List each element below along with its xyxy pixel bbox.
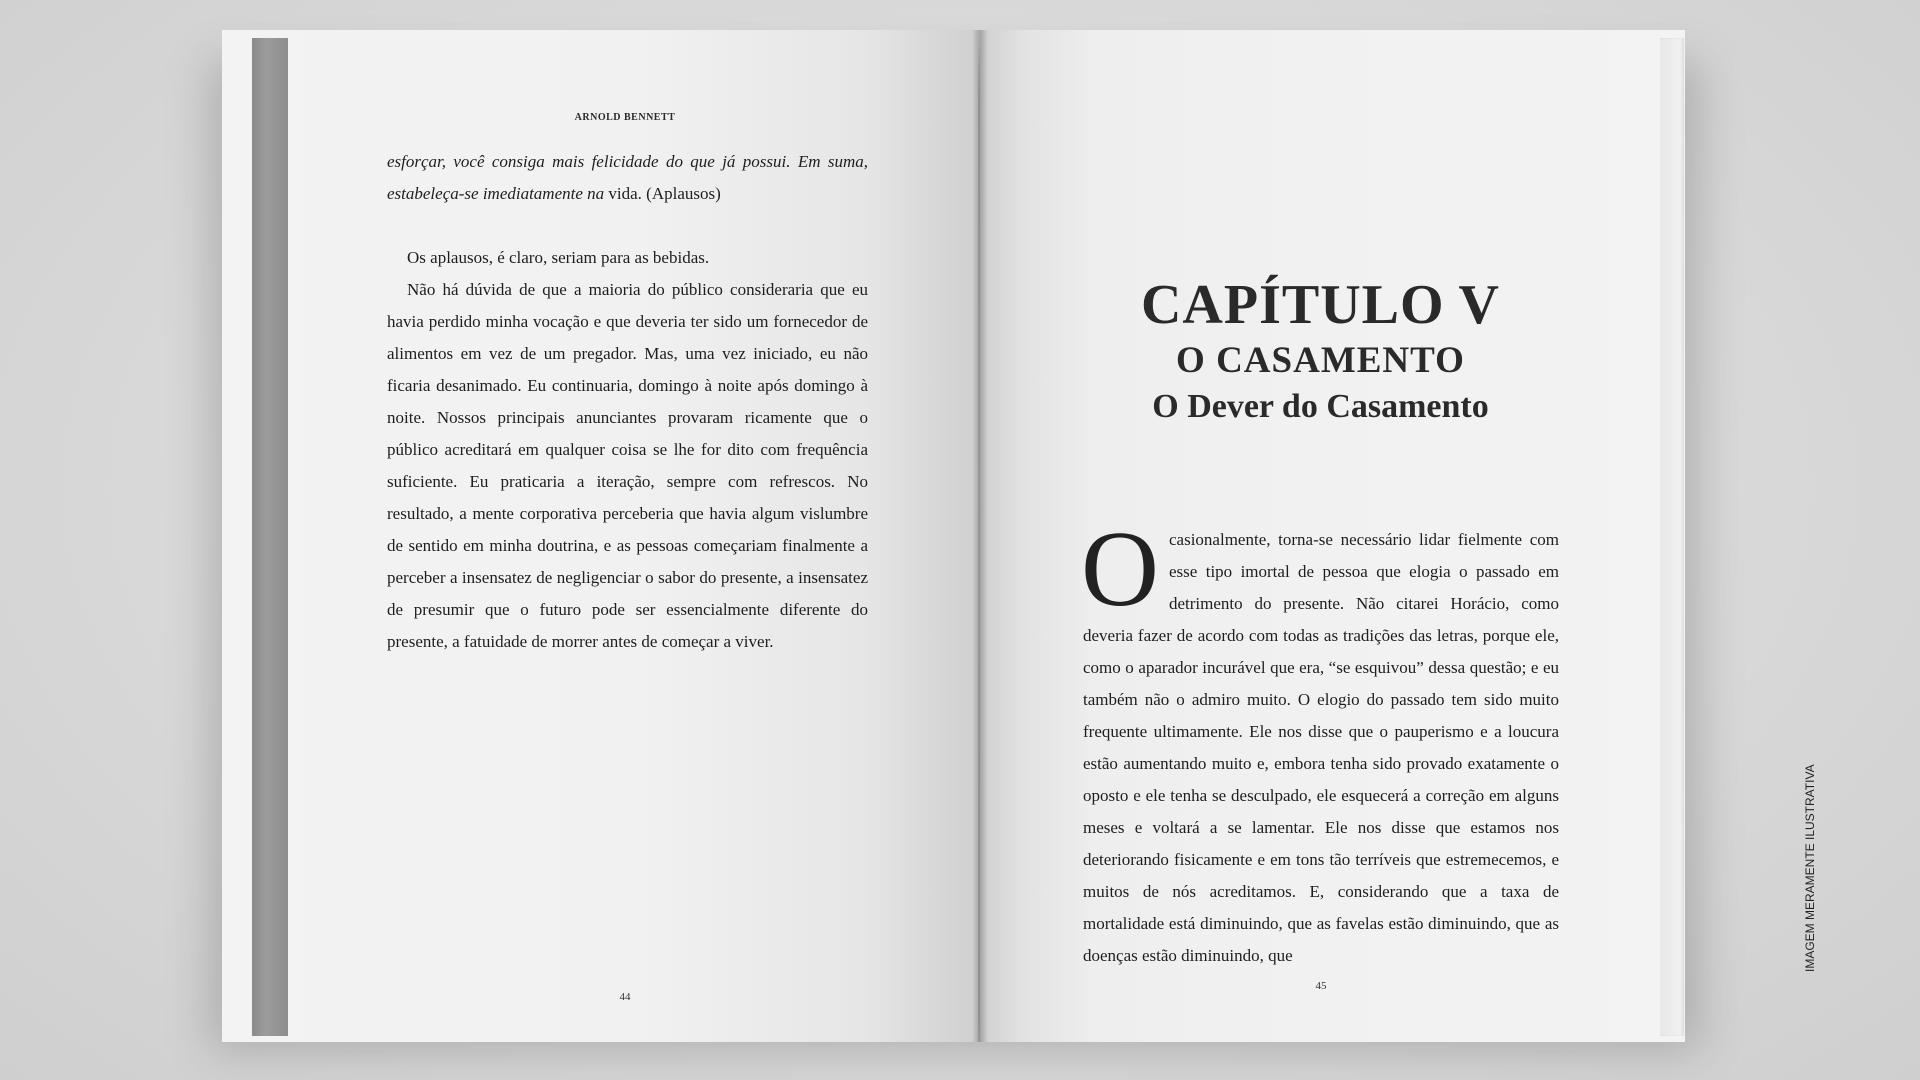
paragraph-spacer xyxy=(387,210,868,242)
left-page-text xyxy=(387,146,868,658)
chapter-section-title: O Dever do Casamento xyxy=(1152,388,1489,425)
chapter-heading xyxy=(1083,272,1558,430)
chapter-subtitle: O CASAMENTO xyxy=(1176,340,1465,381)
chapter-title: CAPÍTULO V xyxy=(1140,274,1500,336)
left-paragraph-1-plain: vida. (Aplausos) xyxy=(604,184,721,203)
left-paragraph-3: Não há dúvida de que a maioria do público consideraria que eu havia perdido minha vocação e que deveria ter sido um fornecedor de alimentos em vez de um pregador. Mas, uma vez iniciado, eu não ficaria desanimado. Eu continuaria, domingo à noite após domingo à noite. Nossos principais anunciantes provaram ricamente que o público acreditará em qualquer coisa se lhe for dito com frequência suficiente. Eu praticaria a iteração, sempre com refrescos. No resultado, a mente corporativa perceberia que havia algum vislumbre de sentido em minha doutrina, e as pessoas começariam finalmente a perceber a insensatez de negligenciar o sabor do presente, a insensatez de presumir que o futuro pode ser essencialmente diferente do presente, a fatuidade de morrer antes de começar a viver. xyxy=(387,280,868,651)
running-head: ARNOLD BENNETT xyxy=(574,112,676,123)
right-paragraph xyxy=(1081,510,1559,972)
right-page-text xyxy=(1081,510,1559,972)
illustrative-image-note: IMAGEM MERAMENTE ILUSTRATIVA xyxy=(1803,764,1817,972)
right-page-number: 45 xyxy=(1315,980,1327,992)
drop-cap: O xyxy=(1081,510,1159,629)
left-paragraph-1-italic: esforçar, você consiga mais felicidade do que já possui. Em suma, estabeleça-se imediatamente na xyxy=(387,152,868,203)
right-page-edges xyxy=(1660,38,1684,1036)
right-paragraph-body: casionalmente, torna-se necessário lidar fielmente com esse tipo imortal de pessoa que elogia o passado em detrimento do presente. Não citarei Horácio, como deveria fazer de acordo com todas as tradições das letras, porque ele, como o aparador incurável que era, “se esquivou” dessa questão; e eu também não o admiro muito. O elogio do passado tem sido muito frequente ultimamente. Ele nos disse que o pauperismo e a loucura estão aumentando muito e, embora tenha sido provado exatamente o oposto e ele tenha se desculpado, ele esquecerá a correção em alguns meses e voltará a se lamentar. Ele nos disse que estamos nos deteriorando fisicamente e em tons tão terríveis que estremecemos, e muitos de nós acreditamos. E, considerando que a taxa de mortalidade está diminuindo, que as favelas estão diminuindo, que as doenças estão diminuindo, que xyxy=(1083,530,1559,965)
left-paragraph-1 xyxy=(387,146,868,210)
left-paragraph-2: Os aplausos, é claro, seriam para as bebidas. xyxy=(407,248,710,267)
left-page-number: 44 xyxy=(619,991,631,1003)
book-gutter xyxy=(972,30,988,1042)
left-page-edges xyxy=(252,38,288,1036)
